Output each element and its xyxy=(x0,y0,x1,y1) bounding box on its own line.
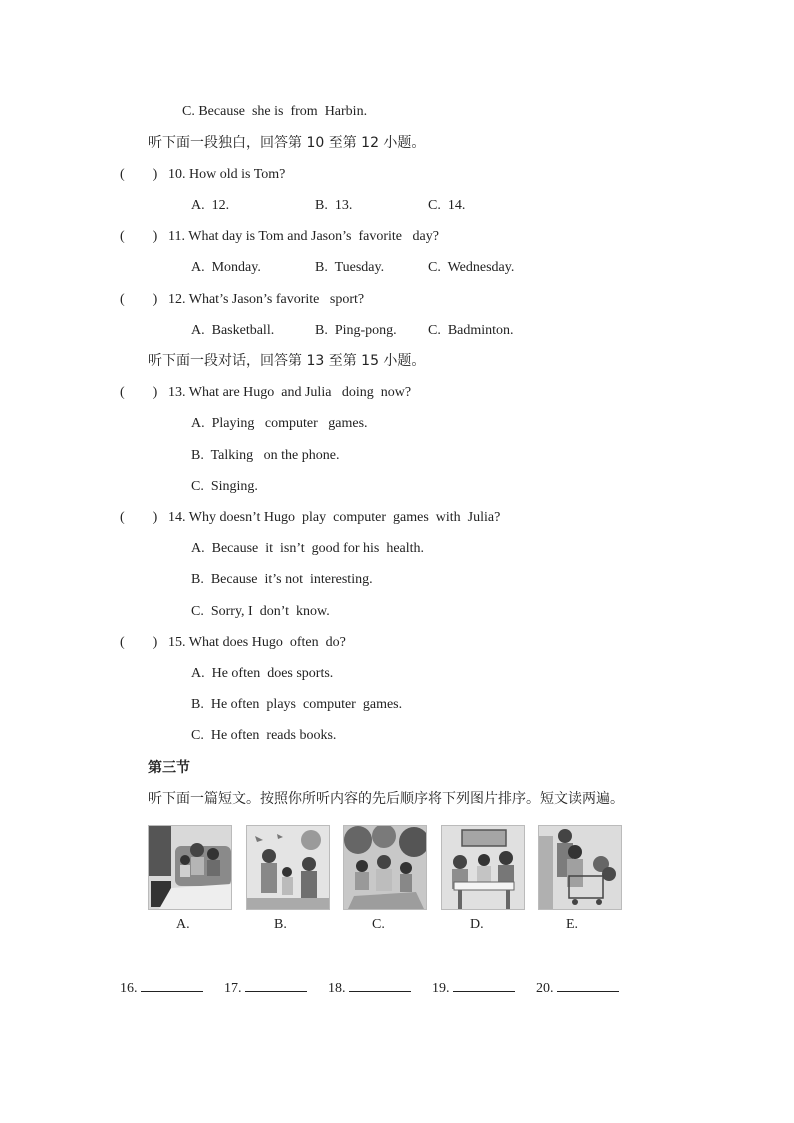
answer-blank-20[interactable] xyxy=(536,978,619,998)
question-stem: 11. What day is Tom and Jason’s favorite day? xyxy=(168,229,439,244)
option-a: A. Monday. xyxy=(191,260,261,275)
option-c: C. 14. xyxy=(428,198,466,213)
q9-option-c: C. Because she is from Harbin. xyxy=(182,104,368,119)
blank-number: 19. xyxy=(432,981,450,996)
picture-label: A. xyxy=(176,917,190,932)
blank-line[interactable] xyxy=(557,978,619,992)
option-c: C. He often reads books. xyxy=(191,728,337,743)
option-b: B. 13. xyxy=(315,198,353,213)
picture-d-family-dinner xyxy=(441,825,525,910)
option-b: B. He often plays computer games. xyxy=(191,697,403,712)
answer-blank-16[interactable] xyxy=(120,978,203,998)
section-intro-dialogue: 听下面一段对话，回答第 13 至第 15 小题。 xyxy=(148,353,426,369)
question-stem: 15. What does Hugo often do? xyxy=(168,635,346,650)
answer-blank-17[interactable] xyxy=(224,978,307,998)
picture-c-family-picnic xyxy=(343,825,427,910)
question-stem: 14. Why doesn’t Hugo play computer games with Julia? xyxy=(168,510,501,525)
option-c: C. Badminton. xyxy=(428,323,514,338)
question-stem: 12. What’s Jason’s favorite sport? xyxy=(168,292,365,307)
option-c: C. Sorry, I don’t know. xyxy=(191,604,330,619)
answer-paren[interactable]: ( ) xyxy=(120,385,158,400)
option-c: C. Wednesday. xyxy=(428,260,515,275)
picture-e-family-shopping xyxy=(538,825,622,910)
picture-label: B. xyxy=(274,917,287,932)
answer-paren[interactable]: ( ) xyxy=(120,167,158,182)
blank-line[interactable] xyxy=(349,978,411,992)
option-a: A. He often does sports. xyxy=(191,666,334,681)
option-a: A. Playing computer games. xyxy=(191,416,368,431)
answer-blank-19[interactable] xyxy=(432,978,515,998)
section-title: 第三节 xyxy=(148,760,190,776)
option-b: B. Talking on the phone. xyxy=(191,448,340,463)
blank-line[interactable] xyxy=(141,978,203,992)
picture-a-family-tv xyxy=(148,825,232,910)
blank-line[interactable] xyxy=(245,978,307,992)
question-stem: 13. What are Hugo and Julia doing now? xyxy=(168,385,412,400)
option-a: A. Because it isn’t good for his health. xyxy=(191,541,425,556)
blank-line[interactable] xyxy=(453,978,515,992)
option-a: A. 12. xyxy=(191,198,230,213)
option-c: C. Singing. xyxy=(191,479,258,494)
blank-number: 20. xyxy=(536,981,554,996)
blank-number: 18. xyxy=(328,981,346,996)
answer-blank-18[interactable] xyxy=(328,978,411,998)
answer-paren[interactable]: ( ) xyxy=(120,292,158,307)
option-b: B. Ping-pong. xyxy=(315,323,397,338)
answer-paren[interactable]: ( ) xyxy=(120,510,158,525)
picture-label: E. xyxy=(566,917,579,932)
section-intro-monologue: 听下面一段独白，回答第 10 至第 12 小题。 xyxy=(148,135,426,151)
picture-label: C. xyxy=(372,917,385,932)
picture-b-family-kite xyxy=(246,825,330,910)
question-stem: 10. How old is Tom? xyxy=(168,167,286,182)
blank-number: 16. xyxy=(120,981,138,996)
option-b: B. Tuesday. xyxy=(315,260,385,275)
option-b: B. Because it’s not interesting. xyxy=(191,572,373,587)
blank-number: 17. xyxy=(224,981,242,996)
answer-paren[interactable]: ( ) xyxy=(120,635,158,650)
answer-paren[interactable]: ( ) xyxy=(120,229,158,244)
picture-label: D. xyxy=(470,917,484,932)
option-a: A. Basketball. xyxy=(191,323,275,338)
section-instruction: 听下面一篇短文。按照你所听内容的先后顺序将下列图片排序。短文读两遍。 xyxy=(148,791,624,807)
